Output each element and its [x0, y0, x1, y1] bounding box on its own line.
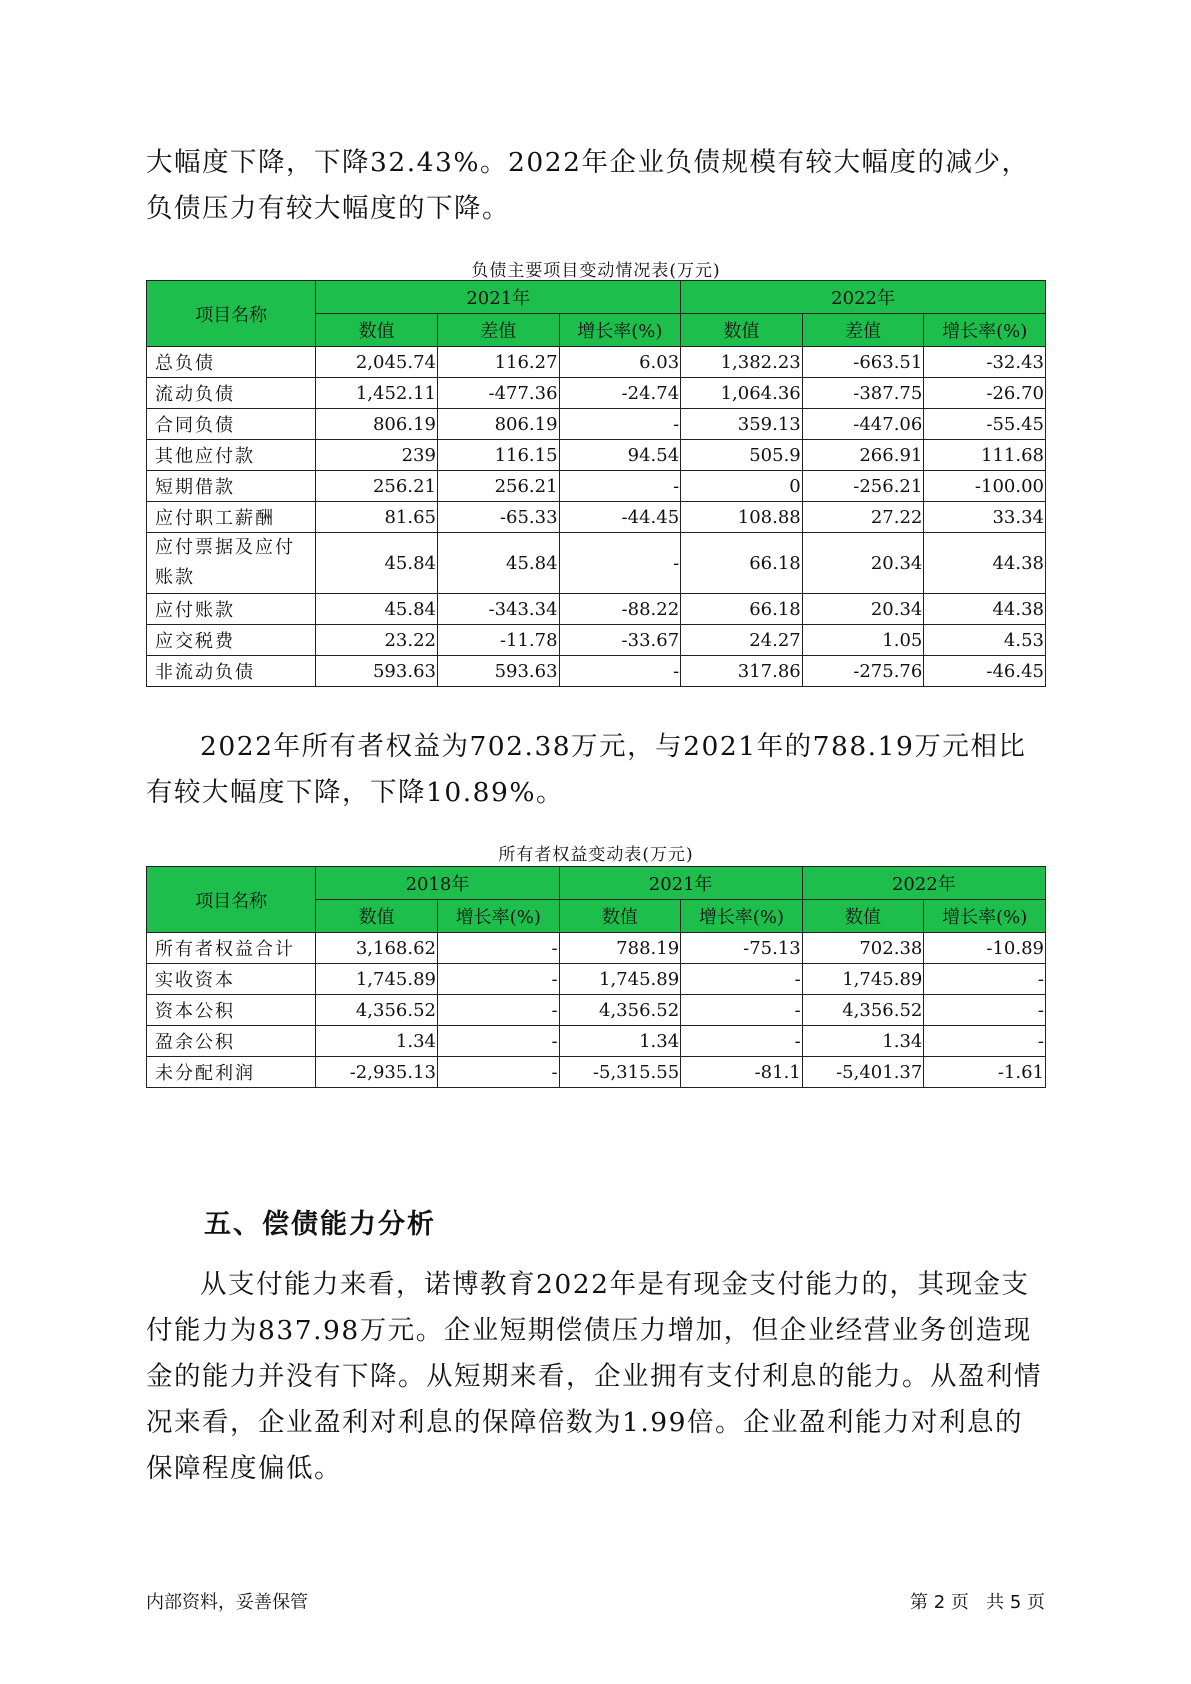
row-label: 流动负债 [147, 378, 316, 409]
table-cell: -55.45 [924, 409, 1046, 440]
row-label: 盈余公积 [147, 1026, 316, 1057]
table-cell: -88.22 [559, 594, 681, 625]
table-row [147, 995, 1046, 1026]
table-cell: - [924, 964, 1046, 995]
table-cell: - [437, 964, 559, 995]
table-cell: 4.53 [924, 625, 1046, 656]
table-row [147, 625, 1046, 656]
equity-year-a-header: 2018年 [316, 867, 559, 900]
table-cell: 23.22 [316, 625, 438, 656]
table-cell: - [924, 995, 1046, 1026]
table-cell: 4,356.52 [316, 995, 438, 1026]
col-diff-header: 差值 [437, 314, 559, 347]
col-rate-header: 增长率(%) [681, 900, 803, 933]
table-cell: 20.34 [802, 594, 924, 625]
table-cell: 20.34 [802, 533, 924, 594]
table-cell: 4,356.52 [802, 995, 924, 1026]
table-cell: 111.68 [924, 440, 1046, 471]
table-row [147, 964, 1046, 995]
table-row [147, 594, 1046, 625]
table-cell: - [559, 656, 681, 687]
table-cell: 4,356.52 [559, 995, 681, 1026]
table-cell: - [924, 1026, 1046, 1057]
table-cell: 806.19 [316, 409, 438, 440]
table-cell: - [559, 471, 681, 502]
equity-year-c-header: 2022年 [802, 867, 1045, 900]
table-row [147, 533, 1046, 594]
row-label: 非流动负债 [147, 656, 316, 687]
table-cell: -26.70 [924, 378, 1046, 409]
col-value-header: 数值 [316, 314, 438, 347]
section-heading: 五、偿债能力分析 [204, 1209, 436, 1240]
table-cell: 1,382.23 [681, 347, 803, 378]
col-value-header: 数值 [802, 900, 924, 933]
table-cell: - [681, 964, 803, 995]
table-cell: 1.05 [802, 625, 924, 656]
table-cell: 81.65 [316, 502, 438, 533]
table-cell: -343.34 [437, 594, 559, 625]
table-cell: 1,064.36 [681, 378, 803, 409]
table-cell: 45.84 [316, 594, 438, 625]
table-cell: - [681, 995, 803, 1026]
table-cell: 1.34 [802, 1026, 924, 1057]
table-cell: - [437, 995, 559, 1026]
table-cell: -5,401.37 [802, 1057, 924, 1088]
row-label: 总负债 [147, 347, 316, 378]
table-cell: - [559, 409, 681, 440]
table-cell: 45.84 [437, 533, 559, 594]
table-cell: 256.21 [316, 471, 438, 502]
table-cell: 33.34 [924, 502, 1046, 533]
row-label: 合同负债 [147, 409, 316, 440]
table-cell: -24.74 [559, 378, 681, 409]
table-cell: 806.19 [437, 409, 559, 440]
liability-name-header: 项目名称 [147, 281, 316, 347]
table-cell: -75.13 [681, 933, 803, 964]
table-cell: 1,452.11 [316, 378, 438, 409]
row-label: 应付职工薪酬 [147, 502, 316, 533]
table-cell: 3,168.62 [316, 933, 438, 964]
table-cell: -65.33 [437, 502, 559, 533]
table-cell: 27.22 [802, 502, 924, 533]
col-rate-header: 增长率(%) [559, 314, 681, 347]
equity-paragraph: 2022年所有者权益为702.38万元，与2021年的788.19万元相比有较大幅度下降，下降10.89%。 [146, 731, 1027, 808]
table-cell: 239 [316, 440, 438, 471]
table-cell: - [437, 1057, 559, 1088]
table-cell: 702.38 [802, 933, 924, 964]
table-row [147, 471, 1046, 502]
col-value-header: 数值 [681, 314, 803, 347]
table-row [147, 409, 1046, 440]
col-rate-header: 增长率(%) [437, 900, 559, 933]
equity-name-header: 项目名称 [147, 867, 316, 933]
liability-table-caption: 负债主要项目变动情况表(万元) [471, 261, 721, 281]
table-cell: -11.78 [437, 625, 559, 656]
table-row [147, 440, 1046, 471]
table-cell: -100.00 [924, 471, 1046, 502]
table-cell: 256.21 [437, 471, 559, 502]
table-cell: -387.75 [802, 378, 924, 409]
liability-year-a-header: 2021年 [316, 281, 681, 314]
table-row [147, 656, 1046, 687]
row-label: 实收资本 [147, 964, 316, 995]
row-label: 其他应付款 [147, 440, 316, 471]
table-cell: -5,315.55 [559, 1057, 681, 1088]
footer-confidential-note: 内部资料，妥善保管 [146, 1592, 308, 1613]
table-cell: 593.63 [437, 656, 559, 687]
liability-table [146, 280, 1046, 687]
table-row [147, 378, 1046, 409]
table-cell: -46.45 [924, 656, 1046, 687]
table-cell: 45.84 [316, 533, 438, 594]
table-cell: 66.18 [681, 533, 803, 594]
table-cell: 66.18 [681, 594, 803, 625]
footer-page-number: 第 2 页 共 5 页 [910, 1592, 1045, 1613]
solvency-paragraph: 从支付能力来看，诺博教育2022年是有现金支付能力的，其现金支付能力为837.98万元。企业短期偿债压力增加，但企业经营业务创造现金的能力并没有下降。从短期来看，企业拥有支付利息的能力。从盈利情况来看，企业盈利对利息的保障倍数为1.99倍。企业盈利能力对利息的保障程度偏低。 [146, 1269, 1042, 1484]
table-cell: 1.34 [316, 1026, 438, 1057]
table-cell: -32.43 [924, 347, 1046, 378]
table-cell: -33.67 [559, 625, 681, 656]
table-cell: 116.15 [437, 440, 559, 471]
col-value-header: 数值 [316, 900, 438, 933]
row-label: 未分配利润 [147, 1057, 316, 1088]
row-label: 应付票据及应付账款 [147, 533, 316, 594]
table-cell: -275.76 [802, 656, 924, 687]
table-cell: 116.27 [437, 347, 559, 378]
col-rate-header: 增长率(%) [924, 900, 1046, 933]
table-cell: 1,745.89 [559, 964, 681, 995]
table-cell: - [437, 1026, 559, 1057]
row-label: 应付账款 [147, 594, 316, 625]
table-cell: -2,935.13 [316, 1057, 438, 1088]
table-cell: 1,745.89 [802, 964, 924, 995]
table-cell: 0 [681, 471, 803, 502]
table-row [147, 933, 1046, 964]
table-cell: 108.88 [681, 502, 803, 533]
row-label: 资本公积 [147, 995, 316, 1026]
col-rate-header: 增长率(%) [924, 314, 1046, 347]
equity-table [146, 866, 1046, 1088]
equity-table-caption: 所有者权益变动表(万元) [498, 845, 694, 865]
table-cell: -1.61 [924, 1057, 1046, 1088]
table-cell: 44.38 [924, 533, 1046, 594]
table-cell: - [681, 1026, 803, 1057]
equity-year-b-header: 2021年 [559, 867, 802, 900]
row-label: 短期借款 [147, 471, 316, 502]
table-cell: - [559, 533, 681, 594]
table-cell: 593.63 [316, 656, 438, 687]
table-cell: 6.03 [559, 347, 681, 378]
table-row [147, 1057, 1046, 1088]
table-cell: - [437, 933, 559, 964]
table-cell: -44.45 [559, 502, 681, 533]
row-label: 所有者权益合计 [147, 933, 316, 964]
table-cell: -81.1 [681, 1057, 803, 1088]
row-label: 应交税费 [147, 625, 316, 656]
table-cell: 2,045.74 [316, 347, 438, 378]
table-row [147, 502, 1046, 533]
table-row [147, 1026, 1046, 1057]
col-diff-header: 差值 [802, 314, 924, 347]
table-cell: 266.91 [802, 440, 924, 471]
table-cell: 788.19 [559, 933, 681, 964]
table-cell: 94.54 [559, 440, 681, 471]
table-cell: 44.38 [924, 594, 1046, 625]
liability-year-b-header: 2022年 [681, 281, 1046, 314]
table-cell: -10.89 [924, 933, 1046, 964]
table-cell: -477.36 [437, 378, 559, 409]
table-row [147, 347, 1046, 378]
table-cell: 359.13 [681, 409, 803, 440]
col-value-header: 数值 [559, 900, 681, 933]
table-cell: -663.51 [802, 347, 924, 378]
table-cell: 505.9 [681, 440, 803, 471]
intro-paragraph: 大幅度下降，下降32.43%。2022年企业负债规模有较大幅度的减少，负债压力有较大幅度的下降。 [146, 147, 1030, 224]
table-cell: 24.27 [681, 625, 803, 656]
table-cell: 1,745.89 [316, 964, 438, 995]
table-cell: 317.86 [681, 656, 803, 687]
table-cell: 1.34 [559, 1026, 681, 1057]
table-cell: -256.21 [802, 471, 924, 502]
table-cell: -447.06 [802, 409, 924, 440]
